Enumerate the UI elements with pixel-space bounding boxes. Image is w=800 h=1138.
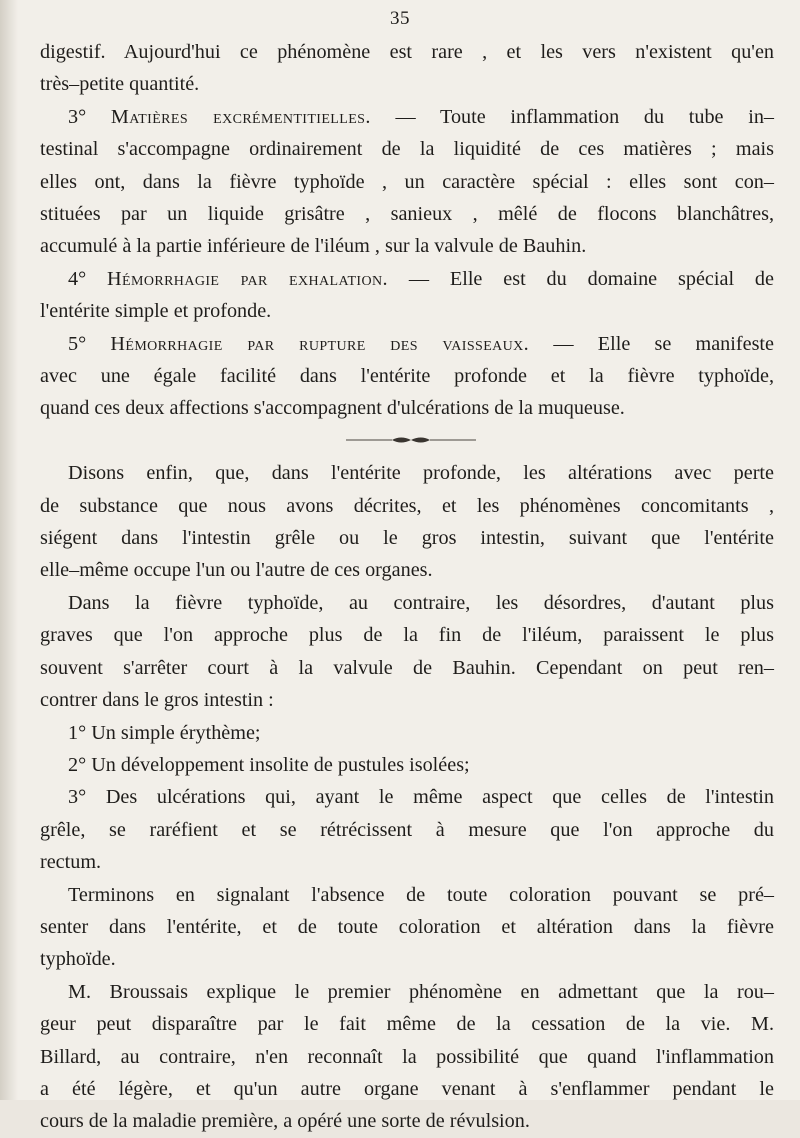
text-line: siégent dans l'intestin grêle ou le gros intestin, suivant que l'entérite <box>40 527 774 550</box>
text-line: typhoïde. <box>40 948 116 971</box>
text-line: accumulé à la partie inférieure de l'iléum , sur la valvule de Bauhin. <box>40 235 587 258</box>
list-item-heading-line <box>40 101 774 133</box>
text-line: Terminons en signalant l'absence de toute coloration pouvant se pré– <box>68 883 774 906</box>
ornament-rule-icon <box>346 435 476 445</box>
list-item: 2° Un développement insolite de pustules isolées; <box>68 753 470 776</box>
text-line: senter dans l'entérite, et de toute coloration et altération dans la fièvre <box>40 915 774 938</box>
page-edge-shadow <box>0 0 18 1100</box>
text-line: digestif. Aujourd'hui ce phénomène est rare , et les vers n'existent qu'en <box>40 41 774 63</box>
item-number: 5° <box>68 332 87 355</box>
item-heading: Hémorrhagie par rupture des vaisseaux. <box>110 332 530 355</box>
list-item-heading-line <box>40 263 774 295</box>
text-line: M. Broussais explique le premier phénomène en admettant que la rou– <box>68 980 774 1003</box>
text-fragment: — Elle se manifeste <box>553 332 774 355</box>
text-line: rectum. <box>40 851 102 874</box>
text-line: souvent s'arrêter court à la valvule de Bauhin. Cependant on peut ren– <box>40 656 774 679</box>
list-item-heading-line <box>40 328 774 360</box>
text-fragment: — Toute inflammation du tube in– <box>395 105 775 128</box>
item-number: 4° <box>68 267 87 290</box>
text-line: cours de la maladie première, a opéré une sorte de révulsion. <box>40 1110 530 1133</box>
item-heading: Hémorrhagie par exhalation. <box>107 267 388 290</box>
text-line: avec une égale facilité dans l'entérite profonde et la fièvre typhoïde, <box>40 365 774 388</box>
text-line: très–petite quantité. <box>40 73 200 96</box>
text-line: elles ont, dans la fièvre typhoïde , un caractère spécial : elles sont con– <box>40 170 774 193</box>
text-line: de substance que nous avons décrites, et les phénomènes concomitants , <box>40 494 774 517</box>
text-line: elle–même occupe l'un ou l'autre de ces organes. <box>40 559 433 582</box>
text-line: quand ces deux affections s'accompagnent d'ulcérations de la muqueuse. <box>40 397 625 420</box>
list-item: 1° Un simple érythème; <box>68 721 261 744</box>
section-divider-ornament <box>40 425 774 457</box>
text-line: grêle, se raréfient et se rétrécissent à mesure que l'on approche du <box>40 818 774 841</box>
text-line: contrer dans le gros intestin : <box>40 689 274 712</box>
text-fragment: — Elle est du domaine spécial de <box>408 267 774 290</box>
text-line: geur peut disparaître par le fait même de la cessation de la vie. M. <box>40 1013 774 1036</box>
list-item: 3° Des ulcérations qui, ayant le même aspect que celles de l'intestin <box>68 786 774 809</box>
page-number: 35 <box>390 8 410 29</box>
text-line: Dans la fièvre typhoïde, au contraire, les désordres, d'autant plus <box>68 591 774 614</box>
body-text <box>40 36 774 1138</box>
text-line: Billard, au contraire, n'en reconnaît la possibilité que quand l'inflammation <box>40 1045 774 1068</box>
text-line: stituées par un liquide grisâtre , sanieux , mêlé de flocons blanchâtres, <box>40 203 774 226</box>
text-line: Disons enfin, que, dans l'entérite profonde, les altérations avec perte <box>68 462 774 485</box>
text-line: testinal s'accompagne ordinairement de la liquidité de ces matières ; mais <box>40 138 774 161</box>
item-number: 3° <box>68 105 87 128</box>
text-line: a été légère, et qu'un autre organe venant à s'enflammer pendant le <box>40 1077 774 1100</box>
text-line: graves que l'on approche plus de la fin de l'iléum, paraissent le plus <box>40 624 774 647</box>
item-heading: Matières excrémentitielles. <box>110 105 371 128</box>
text-line: l'entérite simple et profonde. <box>40 300 272 323</box>
